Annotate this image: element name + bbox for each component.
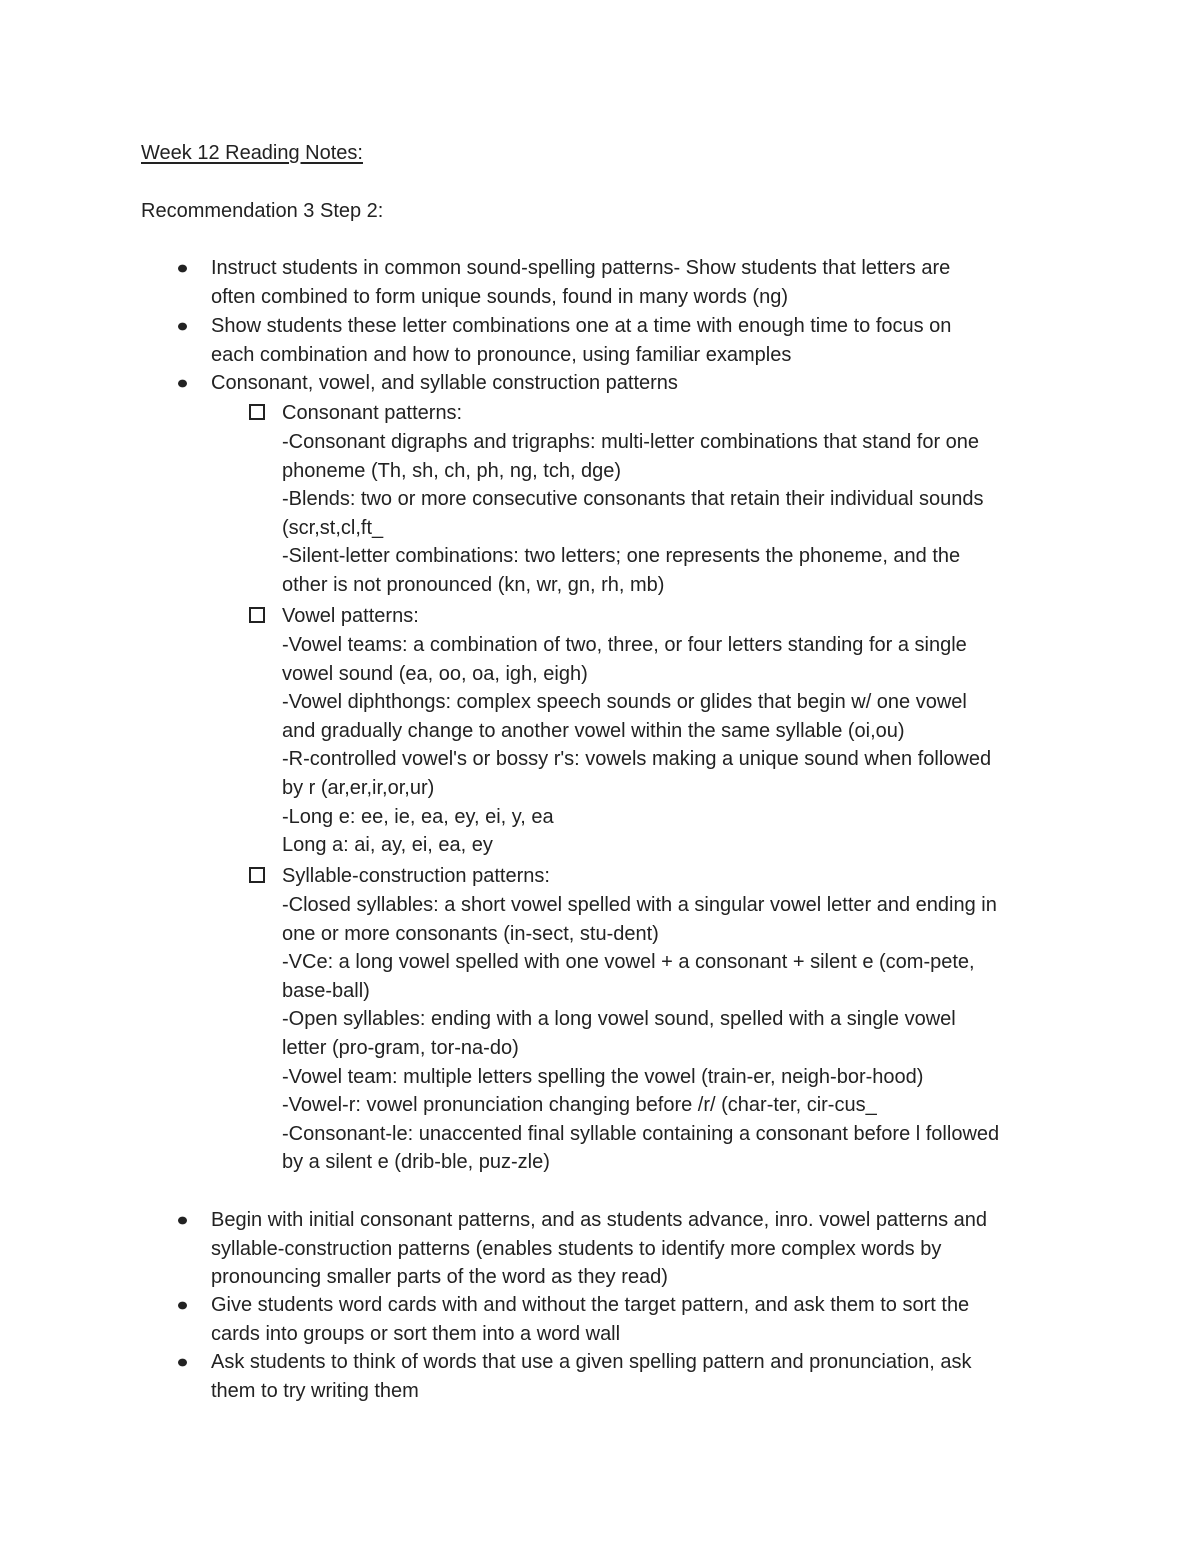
bullet-text-line: Ask students to think of words that use a given spelling pattern and pronunciation, ask — [211, 1351, 972, 1373]
bullet-dot-icon — [178, 380, 187, 388]
checklist-detail-line: by a silent e (drib-ble, puz-zle) — [282, 1151, 550, 1174]
checklist-detail-line: -Consonant-le: unaccented final syllable containing a consonant before l followed — [282, 1122, 1000, 1145]
checklist-detail-line: -Open syllables: ending with a long vowel sound, spelled with a single vowel — [282, 1008, 956, 1031]
checklist-detail-line: and gradually change to another vowel within the same syllable (oi,ou) — [282, 719, 905, 742]
bullet-text-line: Show students these letter combinations one at a time with enough time to focus on — [211, 315, 952, 337]
checklist-detail-line: Long a: ai, ay, ei, ea, ey — [282, 834, 493, 857]
checkbox-icon[interactable] — [249, 404, 265, 420]
bullet-text-line: them to try writing them — [211, 1379, 419, 1402]
checklist-label: Vowel patterns: — [282, 605, 419, 627]
bullet-text — [211, 1348, 1081, 1405]
bullet-dot-icon — [178, 1302, 187, 1310]
bullet-dot-icon — [178, 323, 187, 331]
bullet-dot-icon — [178, 1217, 187, 1225]
checklist-detail-line: -Vowel-r: vowel pronunciation changing before /r/ (char-ter, cir-cus_ — [282, 1094, 877, 1117]
checkbox-icon[interactable] — [249, 867, 265, 883]
page-title: Week 12 Reading Notes: — [141, 142, 363, 164]
section-heading: Recommendation 3 Step 2: — [141, 200, 384, 222]
bullet-text — [211, 1291, 1081, 1348]
checklist-detail-line: by r (ar,er,ir,or,ur) — [282, 777, 435, 799]
checklist-detail-line: -VCe: a long vowel spelled with one vowel + a consonant + silent e (com-pete, — [282, 951, 975, 974]
bullet-dot-icon — [178, 1359, 187, 1367]
bullet-text-line: each combination and how to pronounce, using familiar examples — [211, 343, 792, 366]
checkbox-icon[interactable] — [249, 607, 265, 623]
checklist-detail-line: (scr,st,cl,ft_ — [282, 516, 384, 539]
bullet-dot-icon — [178, 265, 187, 273]
checklist-detail-line: -Vowel teams: a combination of two, three, or four letters standing for a single — [282, 634, 967, 656]
checklist-detail-line: -Long e: ee, ie, ea, ey, ei, y, ea — [282, 805, 554, 828]
checklist-detail-line: phoneme (Th, sh, ch, ph, ng, tch, dge) — [282, 459, 622, 482]
checklist-detail-line: -Closed syllables: a short vowel spelled with a singular vowel letter and ending in — [282, 894, 997, 916]
checklist-detail-line: -Consonant digraphs and trigraphs: multi-letter combinations that stand for one — [282, 431, 980, 453]
bullet-text-line: pronouncing smaller parts of the word as they read) — [211, 1266, 668, 1289]
bullet-text — [211, 1206, 1081, 1292]
bullet-text-line: often combined to form unique sounds, found in many words (ng) — [211, 285, 788, 308]
checklist-detail-line: vowel sound (ea, oo, oa, igh, eigh) — [282, 662, 588, 685]
checklist-detail-line: -Vowel team: multiple letters spelling the vowel (train-er, neigh-bor-hood) — [282, 1065, 924, 1088]
checklist-detail-line: -R-controlled vowel's or bossy r's: vowels making a unique sound when followed — [282, 748, 992, 771]
bullet-text-line: Consonant, vowel, and syllable construction patterns — [211, 372, 678, 394]
checklist-detail-line: -Vowel diphthongs: complex speech sounds or glides that begin w/ one vowel — [282, 691, 967, 714]
bullet-text-line: syllable-construction patterns (enables students to identify more complex words by — [211, 1237, 942, 1260]
bullet-text — [211, 369, 1081, 398]
checklist-detail-line: one or more consonants (in-sect, stu-dent) — [282, 922, 659, 945]
checklist-detail-line: -Silent-letter combinations: two letters; one represents the phoneme, and the — [282, 545, 961, 568]
bullet-text — [211, 312, 1081, 369]
checklist-detail-line: base-ball) — [282, 979, 370, 1002]
checklist-label: Consonant patterns: — [282, 402, 463, 424]
bullet-text — [211, 254, 1081, 311]
checklist-detail-line: -Blends: two or more consecutive consonants that retain their individual sounds — [282, 488, 984, 511]
bullet-text-line: Begin with initial consonant patterns, and as students advance, inro. vowel patterns and — [211, 1209, 988, 1231]
bullet-text-line: cards into groups or sort them into a word wall — [211, 1322, 621, 1345]
bullet-text-line: Instruct students in common sound-spelling patterns- Show students that letters are — [211, 257, 951, 279]
checklist-detail-line: letter (pro-gram, tor-na-do) — [282, 1037, 519, 1059]
bullet-text-line: Give students word cards with and without the target pattern, and ask them to sort the — [211, 1294, 970, 1316]
checklist-label: Syllable-construction patterns: — [282, 865, 550, 887]
checklist-detail-line: other is not pronounced (kn, wr, gn, rh, mb) — [282, 574, 665, 596]
